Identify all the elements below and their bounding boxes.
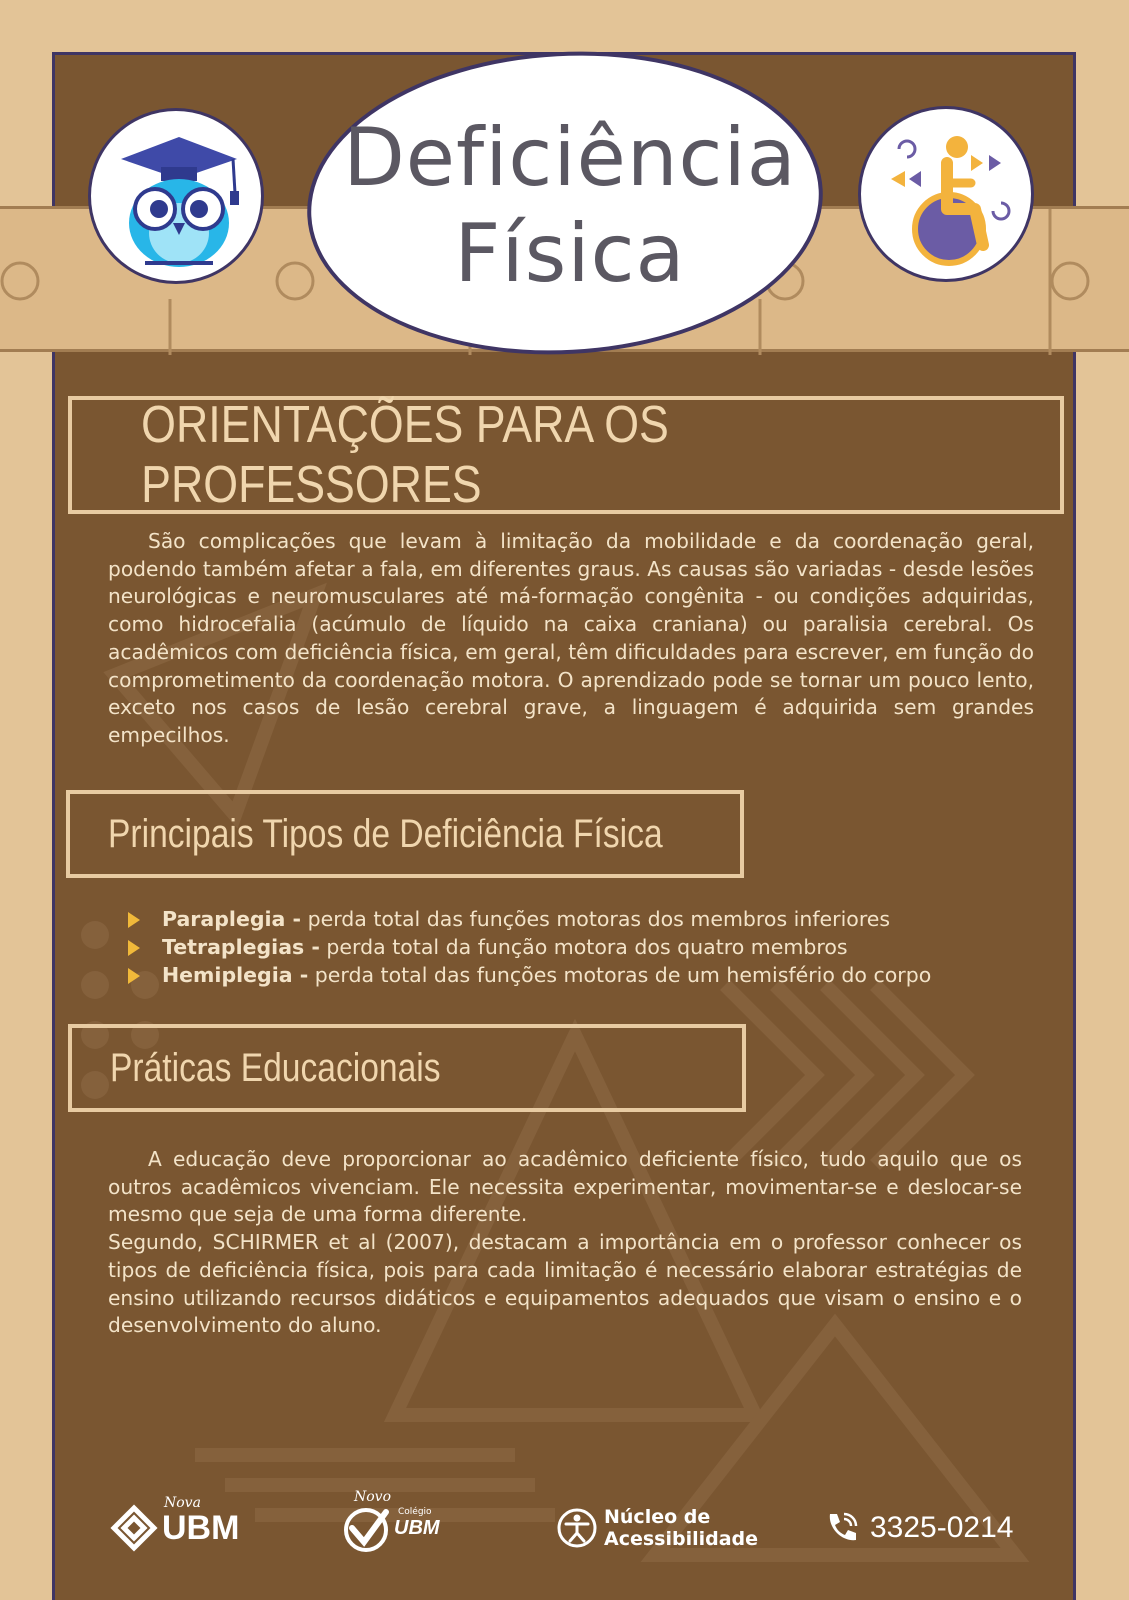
checkmark-circle-logo-icon: [340, 1502, 392, 1554]
phone-number: 3325-0214: [870, 1511, 1014, 1544]
arrow-bullet-icon: [128, 912, 140, 928]
practices-heading: Práticas Educacionais: [110, 1045, 441, 1090]
logo2-small: Colégio: [398, 1506, 432, 1517]
footer: [0, 1488, 1129, 1568]
main-heading-box: [68, 396, 1064, 514]
practices-paragraph-2: Segundo, SCHIRMER et al (2007), destacam a importância em o professor conhecer os tipos de deficiência física, pois para cada limitação é necessário elaborar estratégias de ensino utilizando recursos didáticos e equipamentos adequados que visam o ensino e o desenvolvimento do aluno.: [108, 1230, 1022, 1338]
owl-graduate-icon: [91, 111, 261, 281]
arrow-bullet-icon: [128, 968, 140, 984]
main-heading: ORIENTAÇÕES PARA OS PROFESSORES: [141, 396, 669, 514]
intro-paragraph: São complicações que levam à limitação da mobilidade e da coordenação geral, podendo também afetar a fala, em diferentes graus. As causas são variadas - desde lesões neurológicas e neuromusculares até má-formação congênita - ou condições adquiridas, como hidrocefalia (acúmulo de líquido na caixa craniana) ou paralisia cerebral. Os acadêmicos com deficiência física, em geral, têm dificuldades para escrever, em função do comprometimento da coordenação motora. O aprendizado pode se tornar um pouco lento, exceto nos casos de lesão cerebral grave, a linguagem é adquirida sem grandes empecilhos.: [108, 529, 1034, 747]
practices-paragraph-block: [108, 1146, 1022, 1340]
type-description: perda total da função motora dos quatro membros: [319, 935, 848, 959]
types-heading: Principais Tipos de Deficiência Física: [108, 811, 663, 856]
page-title: [320, 110, 820, 302]
nucleo-line-1: Núcleo de: [604, 1506, 711, 1528]
practices-heading-box: [68, 1024, 746, 1112]
title-line-1: Deficiência: [343, 111, 797, 204]
title-line-2: Física: [454, 207, 686, 300]
ubm-diamond-logo-icon: [110, 1504, 158, 1552]
logo1-script: Nova: [164, 1494, 201, 1511]
phone-icon: [822, 1508, 862, 1548]
arrow-bullet-icon: [128, 940, 140, 956]
type-description: perda total das funções motoras de um hemisfério do corpo: [308, 963, 932, 987]
wheelchair-badge: [858, 106, 1034, 282]
type-term: Tetraplegias -: [162, 935, 320, 959]
phone-contact: [822, 1488, 1013, 1568]
owl-badge: [88, 108, 264, 284]
accessibility-person-icon: [556, 1507, 598, 1549]
types-list: [124, 905, 1044, 989]
types-heading-box: [66, 790, 744, 878]
nucleo-line-2: Acessibilidade: [604, 1528, 759, 1550]
nucleo-acessibilidade-logo: [556, 1488, 758, 1568]
practices-paragraph-1: A educação deve proporcionar ao acadêmico deficiente físico, tudo aquilo que os outros acadêmicos vivenciam. Ele necessita experimentar, movimentar-se e deslocar-se mesmo que seja de uma forma diferente.: [108, 1147, 1022, 1227]
nova-ubm-logo: [110, 1488, 239, 1568]
type-term: Paraplegia -: [162, 907, 302, 931]
list-item: [124, 961, 1044, 989]
list-item: [124, 905, 1044, 933]
logo2-script: Novo: [354, 1488, 392, 1505]
logo2-text: UBM: [394, 1516, 440, 1539]
wheelchair-icon: [861, 109, 1031, 279]
list-item: [124, 933, 1044, 961]
type-description: perda total das funções motoras dos membros inferiores: [301, 907, 891, 931]
intro-paragraph-block: [108, 528, 1034, 750]
type-term: Hemiplegia -: [162, 963, 309, 987]
logo1-text: UBM: [162, 1508, 240, 1547]
novo-colegio-ubm-logo: [340, 1488, 440, 1568]
